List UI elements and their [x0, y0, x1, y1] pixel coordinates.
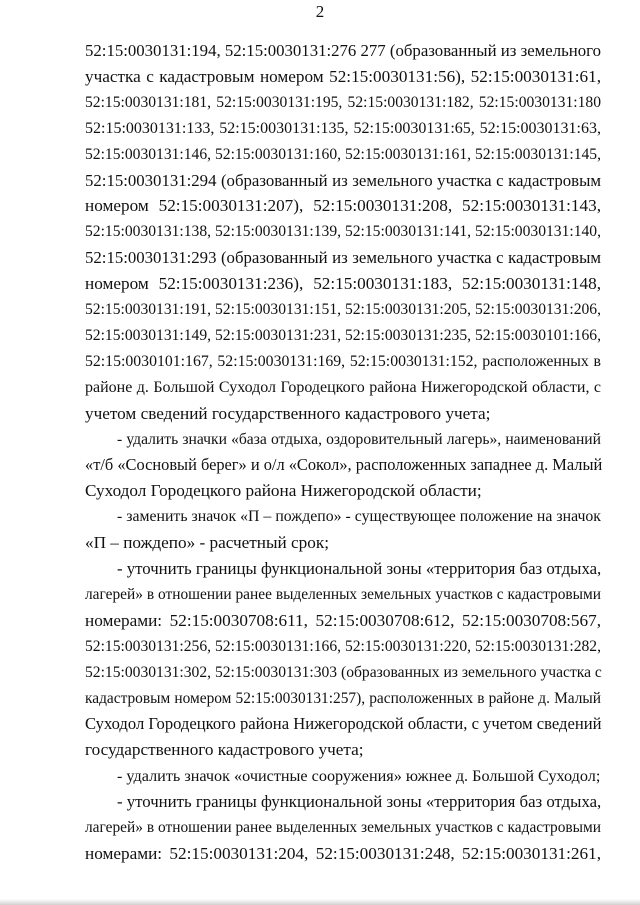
text-line: государственного кадастрового учета;	[85, 740, 364, 760]
text-line: номерами: 52:15:0030131:204, 52:15:0030131:248, 52:15:0030131:261,	[85, 843, 601, 863]
text-line: «т/б «Сосновый берег» и о/л «Сокол», расположенных западнее д. Малый	[85, 455, 603, 475]
text-line: 52:15:0030131:302, 52:15:0030131:303 (образованных из земельного участка с	[85, 663, 602, 681]
text-line: - удалить значок «очистные сооружения» южнее д. Большой Суходол;	[117, 767, 601, 786]
text-line: 52:15:0030131:133, 52:15:0030131:135, 52:15:0030131:65, 52:15:0030131:63,	[85, 119, 601, 137]
text-line: 52:15:0030131:146, 52:15:0030131:160, 52:15:0030131:161, 52:15:0030131:145,	[85, 145, 601, 163]
text-line: 52:15:0030131:294 (образованный из земельного участка с кадастровым	[85, 170, 601, 190]
text-line: «П – пождепо» - расчетный срок;	[85, 533, 329, 553]
text-line: участка с кадастровым номером 52:15:0030131:56), 52:15:0030131:61,	[85, 66, 601, 86]
text-line: Суходол Городецкого района Нижегородской области, с учетом сведений	[85, 714, 602, 734]
text-line: 52:15:0030131:256, 52:15:0030131:166, 52:15:0030131:220, 52:15:0030131:282,	[85, 637, 601, 655]
text-line: номером 52:15:0030131:207), 52:15:0030131:208, 52:15:0030131:143,	[85, 196, 601, 216]
text-line: Суходол Городецкого района Нижегородской области;	[85, 481, 482, 501]
text-line: 52:15:0030131:181, 52:15:0030131:195, 52:15:0030131:182, 52:15:0030131:180	[85, 93, 601, 111]
text-line: кадастровым номером 52:15:0030131:257), расположенных в районе д. Малый	[85, 689, 601, 707]
text-line: 52:15:0030131:138, 52:15:0030131:139, 52:15:0030131:141, 52:15:0030131:140,	[85, 223, 601, 241]
scan-bottom-edge	[0, 899, 640, 905]
page-number: 2	[315, 2, 325, 21]
text-line: номером 52:15:0030131:236), 52:15:0030131:183, 52:15:0030131:148,	[85, 274, 601, 294]
text-line: - уточнить границы функциональной зоны «территория баз отдыха,	[117, 559, 602, 578]
text-line: - уточнить границы функциональной зоны «территория баз отдыха,	[117, 792, 602, 812]
text-line: 52:15:0030131:191, 52:15:0030131:151, 52:15:0030131:205, 52:15:0030131:206,	[85, 301, 601, 318]
text-line: лагерей» в отношении ранее выделенных земельных участков с кадастровыми	[85, 819, 601, 836]
text-line: 52:15:0030101:167, 52:15:0030131:169, 52:15:0030131:152, расположенных в	[85, 352, 601, 370]
text-line: учетом сведений государственного кадастрового учета;	[85, 403, 491, 423]
text-line: 52:15:0030131:194, 52:15:0030131:276 277 (образованный из земельного	[85, 41, 601, 60]
text-line: номерами: 52:15:0030708:611, 52:15:0030708:612, 52:15:0030708:567,	[85, 610, 601, 630]
text-line: 52:15:0030131:149, 52:15:0030131:231, 52:15:0030131:235, 52:15:0030101:166,	[85, 326, 601, 344]
text-line: районе д. Большой Суходол Городецкого района Нижегородской области, с	[85, 378, 601, 396]
text-line: - удалить значки «база отдыха, оздоровительный лагерь», наименований	[117, 430, 601, 448]
text-line: лагерей» в отношении ранее выделенных земельных участков с кадастровыми	[85, 585, 601, 603]
text-line: - заменить значок «П – пождепо» - существующее положение на значок	[117, 508, 601, 526]
text-line: 52:15:0030131:293 (образованный из земельного участка с кадастровым	[85, 248, 601, 268]
